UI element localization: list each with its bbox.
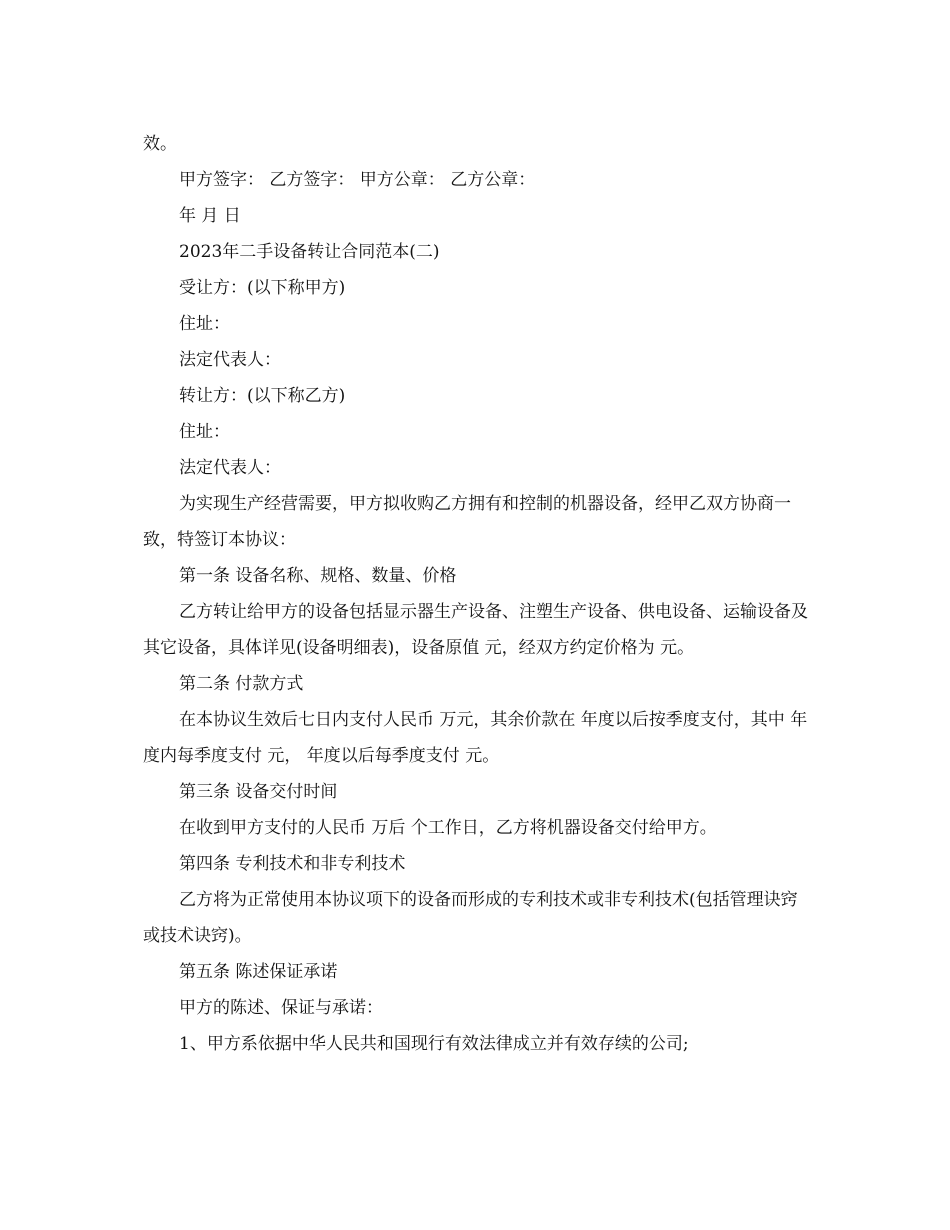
party-a-representative: 法定代表人：: [179, 350, 281, 370]
party-b-address: 住址：: [179, 422, 230, 442]
article-3-heading: 第三条 设备交付时间: [179, 782, 338, 802]
article-2-heading: 第二条 付款方式: [179, 674, 304, 694]
article-5-item-1: 1、甲方系依据中华人民共和国现行有效法律成立并有效存续的公司;: [179, 1034, 689, 1054]
party-a-address: 住址：: [179, 314, 230, 334]
article-2-body: 在本协议生效后七日内支付人民币 万元，其余价款在 年度以后按季度支付，其中 年度内每季度支付 元， 年度以后每季度支付 元。: [143, 710, 808, 766]
preamble-paragraph: 为实现生产经营需要，甲方拟收购乙方拥有和控制的机器设备，经甲乙双方协商一致，特签订本协议：: [143, 494, 791, 550]
article-3-body: 在收到甲方支付的人民币 万后 个工作日，乙方将机器设备交付给甲方。: [179, 818, 717, 838]
article-5-heading: 第五条 陈述保证承诺: [179, 962, 338, 982]
article-5-subheading: 甲方的陈述、保证与承诺：: [179, 998, 383, 1018]
party-b-representative: 法定代表人：: [179, 458, 281, 478]
signature-line: 甲方签字： 乙方签字： 甲方公章： 乙方公章：: [179, 170, 536, 190]
date-line: 年 月 日: [179, 206, 241, 226]
party-b-label: 转让方：(以下称乙方): [179, 386, 346, 406]
article-1-heading: 第一条 设备名称、规格、数量、价格: [179, 566, 457, 586]
article-4-body: 乙方将为正常使用本协议项下的设备而形成的专利技术或非专利技术(包括管理诀窍或技术诀窍)。: [143, 890, 798, 946]
document-body: [143, 126, 810, 1062]
article-4-heading: 第四条 专利技术和非专利技术: [179, 854, 406, 874]
party-a-label: 受让方：(以下称甲方): [179, 278, 346, 298]
paragraph: 效。: [143, 134, 177, 154]
article-1-body: 乙方转让给甲方的设备包括显示器生产设备、注塑生产设备、供电设备、运输设备及其它设备，具体详见(设备明细表)，设备原值 元，经双方约定价格为 元。: [143, 602, 808, 658]
contract-title: 2023年二手设备转让合同范本(二): [179, 242, 440, 262]
